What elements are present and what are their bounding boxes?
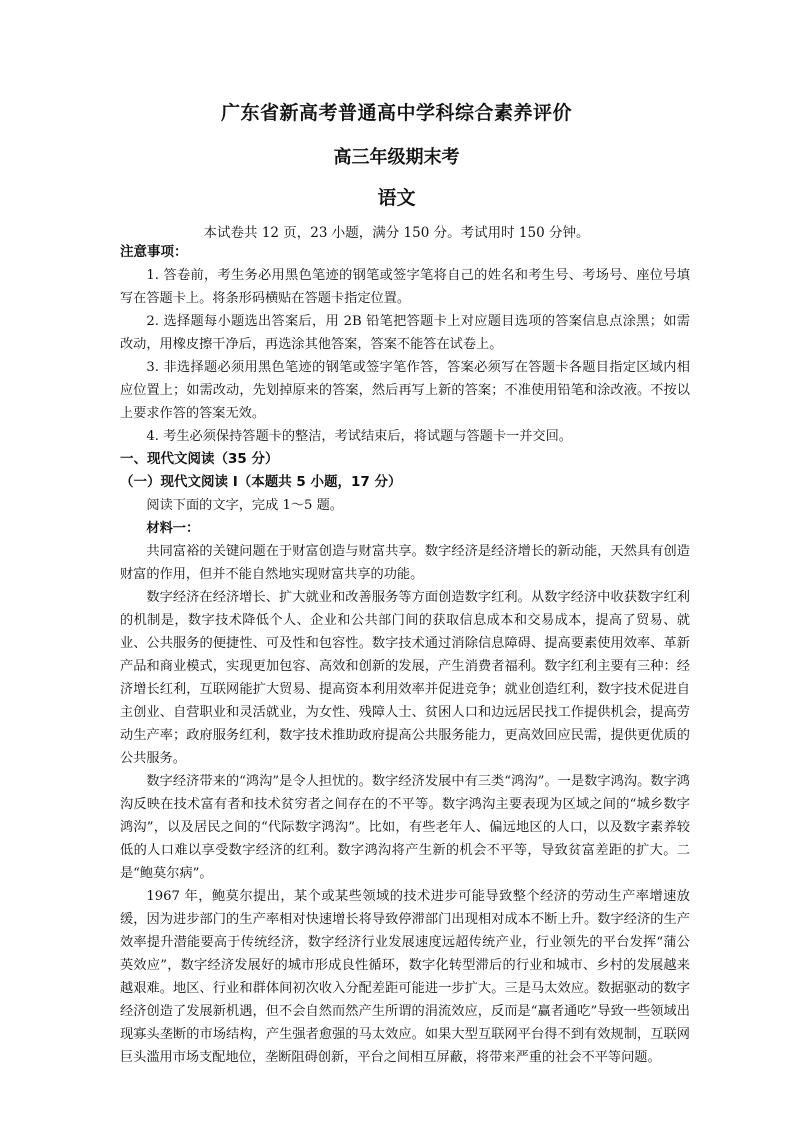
- material-label: 材料一：: [146, 521, 200, 536]
- exam-subject: 语文: [377, 187, 416, 209]
- material-paragraph: 共同富裕的关键问题在于财富创造与财富共享。数字经济是经济增长的新动能，天然具有创造财富的作用，但并不能自然地实现财富共享的功能。: [120, 544, 690, 582]
- notice-item: 1. 答卷前，考生务必用黑色笔迹的钢笔或签字笔将自己的姓名和考生号、考场号、座位号填写在答题卡上。将条形码横贴在答题卡指定位置。: [120, 268, 690, 306]
- exam-title: 广东省新高考普通高中学科综合素养评价: [220, 102, 572, 124]
- section-heading: 一、现代文阅读（35 分）: [120, 451, 279, 467]
- reading-instruction: 阅读下面的文字，完成 1～5 题。: [146, 498, 343, 513]
- exam-info: 本试卷共 12 页，23 小题，满分 150 分。考试用时 150 分钟。: [203, 225, 590, 241]
- exam-subtitle: 高三年级期末考: [333, 147, 460, 168]
- notice-item: 4. 考生必须保持答题卡的整洁，考试结束后，将试题与答题卡一并交回。: [146, 429, 572, 444]
- notice-item: 2. 选择题每小题选出答案后，用 2B 铅笔把答题卡上对应题目选项的答案信息点涂黑；如需改动，用橡皮擦干净后，再选涂其他答案，答案不能答在试卷上。: [120, 314, 690, 352]
- material-paragraph: 数字经济带来的“鸿沟”是令人担忧的。数字经济发展中有三类“鸿沟”。一是数字鸿沟。数字鸿沟反映在技术富有者和技术贫穷者之间存在的不平等。数字鸿沟主要表现为区域之间的“城乡数字鸿沟”，以及居民之间的“代际数字鸿沟”。比如，有些老年人、偏远地区的人口，以及数字素养较低的人口难以享受数字经济的红利。数字鸿沟将产生新的机会不平等，导致贫富差距的扩大。二是“鲍莫尔病”。: [120, 774, 690, 881]
- exam-content: [120, 241, 690, 1069]
- material-paragraph: 数字经济在经济增长、扩大就业和改善服务等方面创造数字红利。从数字经济中收获数字红利的机制是，数字技术降低个人、企业和公共部门间的获取信息成本和交易成本，提高了贸易、就业、公共服务的便捷性、可及性和包容性。数字技术通过消除信息障碍、提高要素使用效率、革新产品和商业模式，实现更加包容、高效和创新的发展，产生消费者福利。数字红利主要有三种：经济增长红利，互联网能扩大贸易、提高资本利用效率并促进竞争；就业创造红利，数字技术促进自主创业、自营职业和灵活就业，为女性、残障人士、贫困人口和边远居民找工作提供机会，提高劳动生产率；政府服务红利，数字技术推助政府提高公共服务能力，更高效回应民需，提供更优质的公共服务。: [120, 590, 690, 766]
- notice-heading: 注意事项：: [120, 244, 188, 260]
- section-subheading: （一）现代文阅读 I（本题共 5 小题，17 分）: [120, 474, 402, 490]
- material-paragraph: 1967 年，鲍莫尔提出，某个或某些领域的技术进步可能导致整个经济的劳动生产率增速放缓，因为进步部门的生产率相对快速增长将导致停滞部门出现相对成本不断上升。数字经济的生产效率提升潜能要高于传统经济，数字经济行业发展速度远超传统产业，行业领先的平台发挥“蒲公英效应”，数字经济发展好的城市形成良性循环，数字化转型滞后的行业和城市、乡村的发展越来越艰难。地区、行业和群体间初次收入分配差距可能进一步扩大。三是马太效应。数据驱动的数字经济创造了发展新机遇，但不会自然而然产生所谓的涓流效应，反而是“赢者通吃”导致一些领域出现寡头垄断的市场结构，产生强者愈强的马太效应。如果大型互联网平台得不到有效规制，互联网巨头滥用市场支配地位，垄断阻碍创新，平台之间相互屏蔽，将带来严重的社会不平等问题。: [120, 889, 690, 1065]
- notice-item: 3. 非选择题必须用黑色笔迹的钢笔或签字笔作答，答案必须写在答题卡各题目指定区域内相应位置上；如需改动，先划掉原来的答案，然后再写上新的答案；不准使用铅笔和涂改液。不按以上要求作答的答案无效。: [120, 360, 690, 421]
